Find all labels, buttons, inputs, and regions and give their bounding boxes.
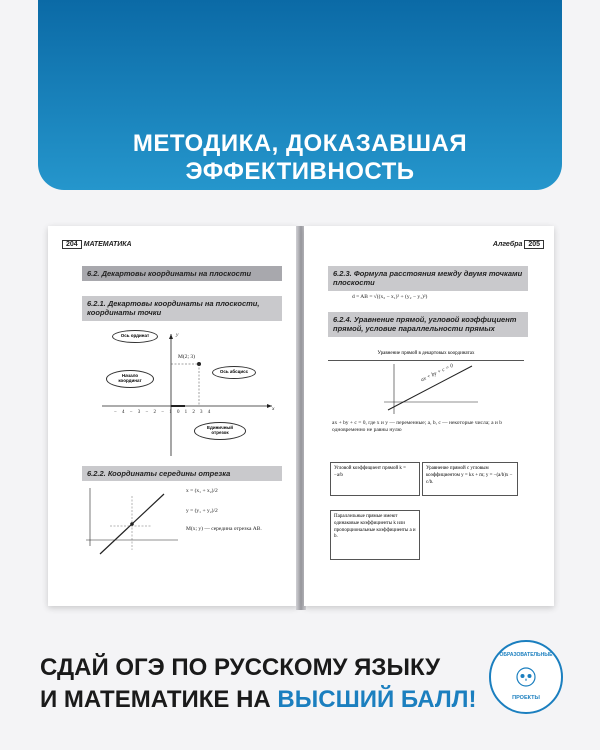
right-page-title: Алгебра	[492, 241, 523, 248]
callout-origin: Начало координат	[106, 370, 154, 388]
section-6-2-1: 6.2.1. Декартовы координаты на плоскости, координаты точки	[82, 296, 282, 321]
slogan-accent: ВЫСШИЙ БАЛЛ!	[277, 686, 477, 714]
banner-title: МЕТОДИКА, ДОКАЗАВШАЯ ЭФФЕКТИВНОСТЬ	[132, 130, 468, 185]
slope-equation: Уравнение прямой с угловым коэффициентом y = kx + m; y = −(a/b)x − c/b.	[422, 462, 518, 496]
midpoint-note: M(x; y) — середина отрезка AB.	[186, 526, 262, 532]
section-6-2: 6.2. Декартовы координаты на плоскости	[82, 266, 282, 281]
parallel-condition: Параллельные прямые имеют одинаковые коэффициенты k или пропорциональные коэффициенты a и b.	[330, 510, 420, 560]
bottom-slogan	[40, 652, 477, 717]
section-6-2-2: 6.2.2. Координаты середины отрезка	[82, 466, 282, 481]
right-page-number: 205	[524, 240, 544, 249]
callout-x-axis: Ось абсцисс	[212, 366, 256, 379]
slope-definition: Угловой коэффициент прямой k = −a/b	[330, 462, 420, 496]
callout-y-axis: Ось ординат	[112, 330, 158, 343]
open-book	[48, 226, 558, 614]
line-equation-label: ax + by + c = 0	[420, 362, 455, 384]
point-label: M(2; 3)	[178, 354, 195, 360]
y-axis-label: y	[176, 332, 179, 338]
callout-unit-segment: Единичный отрезок	[194, 422, 246, 440]
logo-text-top: ОБРАЗОВАТЕЛЬНЫЕ	[499, 652, 553, 658]
left-page-number: 204	[62, 240, 82, 249]
section-6-2-4: 6.2.4. Уравнение прямой, угловой коэффициент прямой, условие параллельности прямых	[328, 312, 528, 337]
midpoint-diagram	[82, 484, 182, 560]
midpoint-y-formula: y = (y₁ + y₂)/2	[186, 508, 218, 514]
midpoint-x-formula: x = (x₁ + x₂)/2	[186, 488, 218, 494]
distance-formula: d = AB = √((x₂ − x₁)² + (y₂ − y₁)²)	[352, 294, 428, 300]
equation-description: ax + by + c = 0, где x и y — переменные; a, b, c — некоторые числа; a и b одновременно не равны нулю	[332, 420, 502, 434]
right-page	[304, 226, 554, 606]
owl-icon	[515, 666, 537, 688]
left-page	[48, 226, 298, 606]
x-tick-labels: −4−3−2−101234	[114, 410, 216, 415]
x-axis-label: x	[272, 406, 275, 412]
coordinate-plane-diagram	[82, 324, 282, 464]
line-graph-diagram	[374, 360, 484, 418]
slogan-line-1: СДАЙ ОГЭ ПО РУССКОМУ ЯЗЫКУ	[40, 654, 441, 681]
logo-text-bottom: ПРОЕКТЫ	[512, 695, 540, 701]
right-page-header	[493, 240, 544, 249]
header-banner	[38, 0, 562, 190]
slogan-line-2: И МАТЕМАТИКЕ НА ВЫСШИЙ БАЛЛ!	[40, 686, 477, 714]
left-page-header	[62, 240, 132, 249]
line-equation-title: Уравнение прямой в декартовых координатах	[328, 348, 524, 361]
left-page-title: МАТЕМАТИКА	[83, 241, 132, 248]
section-6-2-3: 6.2.3. Формула расстояния между двумя точками плоскости	[328, 266, 528, 291]
publisher-logo	[489, 640, 563, 714]
